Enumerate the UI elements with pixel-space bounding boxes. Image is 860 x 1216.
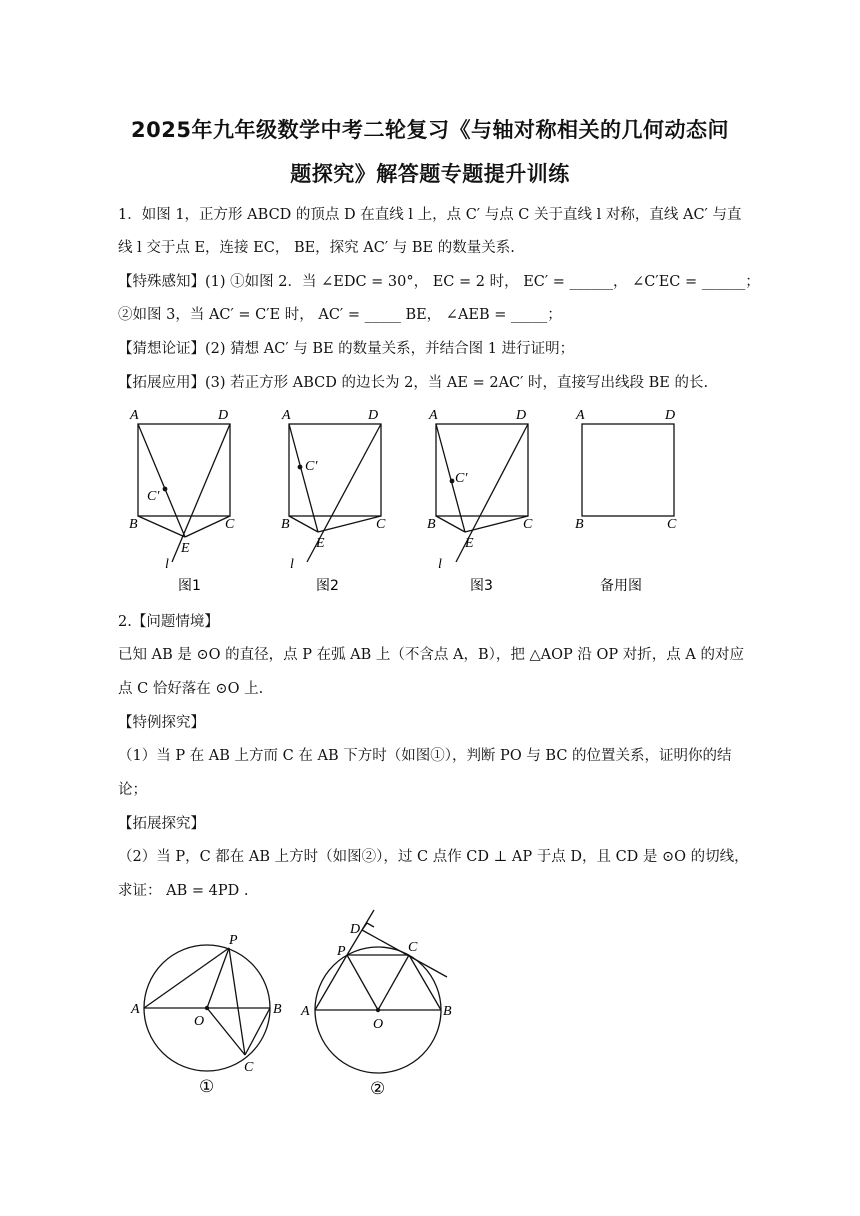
problem1-line-2: 线 l 交于点 E，连接 EC， BE，探究 AC′ 与 BE 的数量关系. [118, 240, 515, 256]
problem2-section-2: 【拓展探究】 [118, 816, 205, 832]
circ2-label-d: D [350, 922, 361, 937]
problem2-figures [0, 900, 860, 1120]
fig1-label-b: B [129, 517, 138, 532]
circ2-label-p: P [337, 944, 346, 959]
fig2-label-e: E [316, 536, 325, 551]
caption-figure-circle-2: ② [370, 1079, 386, 1099]
circ1-label-p: P [229, 933, 238, 948]
fig3-label-e: E [465, 536, 474, 551]
problem1-figures [0, 400, 860, 600]
fig2-label-a: A [282, 408, 291, 423]
circ2-label-c: C [408, 940, 418, 955]
circ2-label-a: A [301, 1004, 310, 1019]
problem2-line-6: 求证： AB = 4PD . [118, 883, 249, 899]
circ1-label-o: O [194, 1014, 205, 1029]
spare-figure-square [582, 424, 674, 516]
figure-circle-1-center-point [205, 1006, 209, 1010]
fig1-label-l: l [165, 557, 169, 572]
page-title-line-2: 题探究》解答题专题提升训练 [290, 162, 570, 186]
fig2-label-cprime: C′ [305, 459, 318, 474]
problem2-line-2: 点 C 恰好落在 ⊙O 上. [118, 681, 264, 697]
problem1-line-5: 【猜想论证】(2) 猜想 AC′ 与 BE 的数量关系，并结合图 1 进行证明； [118, 341, 575, 357]
caption-figure-2: 图2 [316, 578, 339, 594]
problem2-line-3: （1）当 P 在 AB 上方而 C 在 AB 下方时（如图①），判断 PO 与 BC 的位置关系，证明你的结 [118, 748, 732, 764]
circ2-label-b: B [443, 1004, 452, 1019]
fig2-label-b: B [281, 517, 290, 532]
figure-2-diagram [289, 424, 381, 562]
spare-label-d: D [665, 408, 676, 423]
problem2-heading: 2.【问题情境】 [118, 614, 219, 630]
fig3-label-c: C [523, 517, 533, 532]
circ1-label-a: A [131, 1002, 140, 1017]
page-title-line-1: 2025年九年级数学中考二轮复习《与轴对称相关的几何动态问 [131, 118, 729, 142]
caption-figure-1: 图1 [178, 578, 201, 594]
problem2-line-5: （2）当 P，C 都在 AB 上方时（如图②），过 C 点作 CD ⊥ AP 于点 D，且 CD 是 ⊙O 的切线， [118, 849, 749, 865]
fig1-label-c: C [225, 517, 235, 532]
fig3-label-d: D [516, 408, 527, 423]
caption-figure-circle-1: ① [199, 1077, 215, 1097]
spare-label-b: B [575, 517, 584, 532]
fig1-label-cprime: C′ [147, 489, 160, 504]
fig3-label-cprime: C′ [455, 471, 468, 486]
figure-3-point-cprime [450, 479, 455, 484]
fig2-label-l: l [290, 557, 294, 572]
figure-3-diagram [436, 424, 528, 562]
fig1-label-a: A [130, 408, 139, 423]
problem2-line-1: 已知 AB 是 ⊙O 的直径，点 P 在弧 AB 上（不含点 A，B），把 △AOP 沿 OP 对折，点 A 的对应 [118, 647, 744, 663]
fig3-label-l: l [438, 557, 442, 572]
caption-figure-3: 图3 [470, 578, 493, 594]
fig1-label-d: D [218, 408, 229, 423]
problem1-line-6: 【拓展应用】(3) 若正方形 ABCD 的边长为 2，当 AE = 2AC′ 时，直接写出线段 BE 的长. [118, 375, 709, 391]
fig2-label-c: C [376, 517, 386, 532]
caption-spare-figure: 备用图 [600, 578, 642, 594]
problem1-line-3: 【特殊感知】(1) ①如图 2．当 ∠EDC = 30°， EC = 2 时， EC′ = ______， ∠C′EC = ______； [118, 274, 760, 290]
circ2-label-o: O [373, 1017, 384, 1032]
circ1-label-c: C [244, 1060, 254, 1075]
figure-2-point-cprime [298, 465, 303, 470]
spare-label-c: C [667, 517, 677, 532]
problem2-line-4: 论； [118, 782, 147, 798]
problem1-line-4: ②如图 3，当 AC′ = C′E 时， AC′ = _____ BE， ∠AEB = _____； [118, 307, 562, 323]
figure-circle-2-center-point [376, 1008, 380, 1012]
fig1-label-e: E [181, 541, 190, 556]
fig3-label-b: B [427, 517, 436, 532]
spare-label-a: A [576, 408, 585, 423]
circ1-label-b: B [273, 1002, 282, 1017]
problem2-section-1: 【特例探究】 [118, 715, 205, 731]
figure-1-point-cprime [163, 487, 168, 492]
fig2-label-d: D [368, 408, 379, 423]
fig3-label-a: A [429, 408, 438, 423]
figure-circle-2-diagram [315, 910, 447, 1073]
problem1-line-1: 1．如图 1，正方形 ABCD 的顶点 D 在直线 l 上，点 C′ 与点 C 关于直线 l 对称，直线 AC′ 与直 [118, 207, 742, 223]
